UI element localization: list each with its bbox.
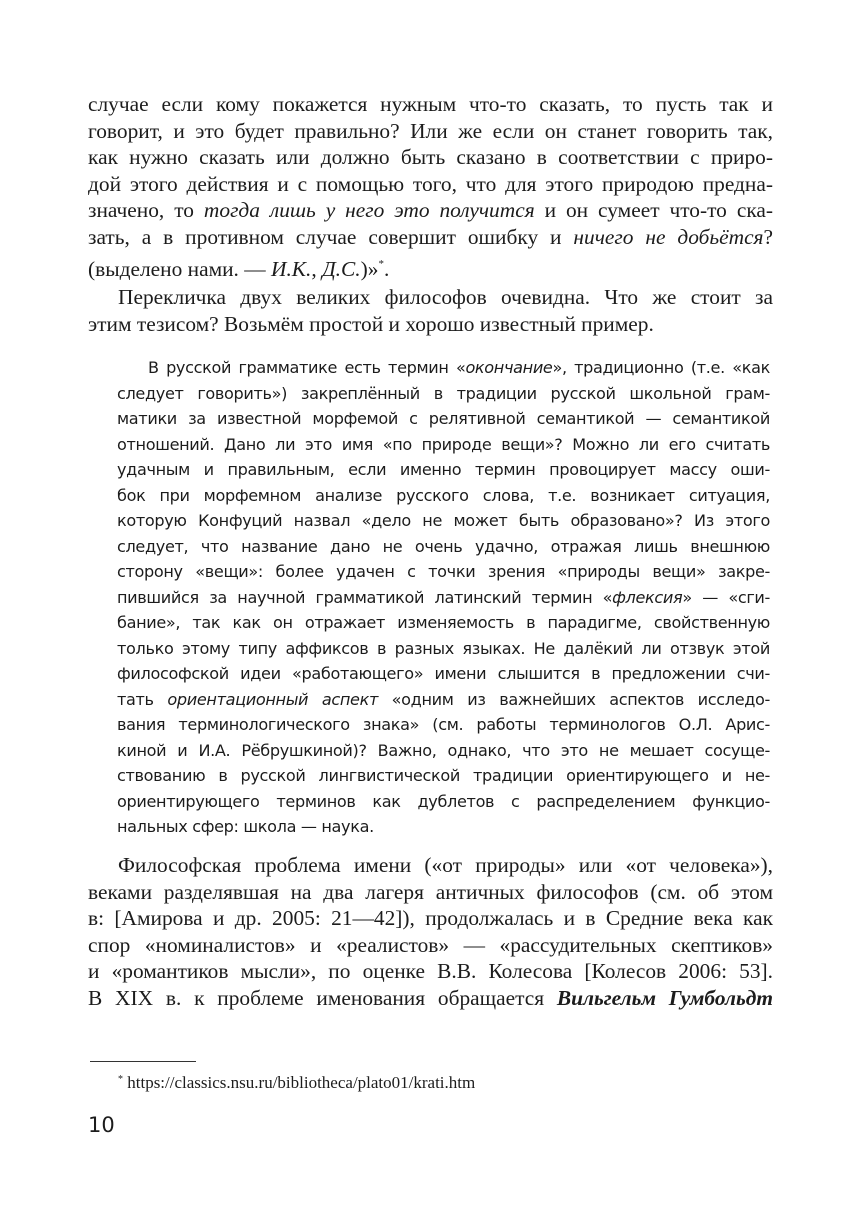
text-line (88, 879, 773, 906)
text-line (88, 251, 773, 283)
text-line (117, 406, 770, 432)
text: . (383, 256, 390, 281)
text-line (117, 687, 770, 713)
text: отношений. Дано ли это имя «по природе вещи»? Можно ли его считать (117, 434, 770, 454)
text-line (117, 763, 770, 789)
text: нальных сфер: школа — наука. (117, 817, 374, 836)
example-block (117, 355, 770, 840)
text: Философская проблема имени («от природы» или «от человека»), (118, 853, 773, 877)
text: в: [Амирова и др. 2005: 21—42]), продолжалась и в Средние века как (88, 906, 773, 931)
term: флексия (612, 587, 683, 607)
paragraph-quote-ending (88, 91, 773, 282)
text: пившийся за научной грамматикой латинский термин « (117, 587, 613, 607)
paragraph-name-problem (88, 852, 773, 1012)
text: дой этого действия и с помощью того, что для этого природою предна- (88, 171, 773, 196)
text: », традиционно (т.е. «как (552, 358, 770, 377)
footnote (118, 1069, 475, 1094)
text: матики за известной морфемой с релятивной семантикой — семантикой (117, 409, 770, 428)
text-line (117, 661, 770, 687)
text-line: Перекличка двух великих философов очевидна. Что же стоит за (118, 285, 773, 309)
text: значено, то (88, 198, 204, 223)
text-line (88, 852, 773, 879)
text: удачным и правильным, если именно термин провоцирует массу оши- (117, 460, 770, 479)
text-line (117, 789, 770, 815)
text-line (117, 559, 770, 585)
text: и он сумеет что-то ска- (534, 198, 773, 223)
emphasis: ничего не добьётся (573, 224, 764, 249)
text: которую Конфуций назвал «дело не может быть образовано»? Из этого (117, 511, 770, 530)
emphasis: тогда лишь у него это получится (203, 198, 535, 223)
text: случае если кому покажется нужным что-то сказать, то пусть так и (88, 92, 773, 116)
text: ствованию в русской лингвистической традиции ориентирующего и не- (117, 766, 770, 785)
text-line (117, 814, 770, 840)
text: тать (117, 689, 168, 709)
term: ориентационный аспект (167, 689, 378, 709)
text: (выделено нами. — (88, 256, 271, 281)
text: только этому типу аффиксов в разных языках. Не далёкий ли отзвук этой (117, 638, 770, 658)
text-line (88, 91, 773, 118)
text: спор «номиналистов» и «реалистов» — «рассудительных скептиков» (88, 932, 773, 957)
footnote-marker: * (378, 257, 384, 270)
text: В русской грамматике есть термин « (148, 358, 466, 377)
text-line (88, 197, 773, 224)
text-line (88, 224, 773, 251)
text-line (88, 905, 773, 932)
text: киной и И.А. Рёбрушкиной)? Важно, однако, что это не мешает сосуще- (117, 740, 770, 760)
text-line (117, 355, 770, 381)
paragraph-transition (88, 284, 773, 337)
footnote-url[interactable]: https://classics.nsu.ru/bibliotheca/plato01/krati.htm (127, 1073, 476, 1092)
text-line (117, 585, 770, 611)
text-line (88, 118, 773, 145)
text: )» (360, 256, 379, 281)
text-line (117, 712, 770, 738)
text-line (117, 483, 770, 509)
text-line (117, 610, 770, 636)
text: ориентирующего терминов как дублетов с распределением функцио- (117, 791, 770, 811)
text: и «романтиков мысли», по оценке В.В. Колесова [Колесов 2006: 53]. (88, 959, 773, 984)
text: » — «сги- (682, 587, 770, 607)
text-line (117, 381, 770, 407)
text: зать, а в противном случае совершит ошибку и (88, 224, 574, 249)
text-line (88, 985, 773, 1012)
text: бок при морфемном анализе русского слова, т.е. возникает ситуация, (117, 485, 770, 505)
text: сторону «вещи»: более удачен с точки зрения «природы вещи» закре- (117, 562, 770, 581)
text-line (117, 457, 770, 483)
page-number: 10 (88, 1113, 115, 1137)
text-line (117, 738, 770, 764)
text: философской идеи «работающего» имени слышится в предложении счи- (117, 664, 770, 683)
text: ? (763, 224, 774, 249)
text: вания терминологического знака» (см. работы терминологов О.Л. Арис- (117, 715, 770, 734)
text-line (88, 144, 773, 171)
text: как нужно сказать или должно быть сказано в соответствии с приро- (88, 145, 773, 170)
footnote-mark: * (118, 1074, 123, 1085)
text-line: этим тезисом? Возьмём простой и хорошо известный пример. (88, 311, 654, 336)
text: «одним из важнейших аспектов исследо- (377, 689, 770, 709)
text-line (117, 636, 770, 662)
text: говорит, и это будет правильно? Или же если он станет говорить так, (88, 118, 773, 143)
text: следует говорить») закреплённый в традиции русской школьной грам- (117, 383, 770, 403)
text-line (117, 534, 770, 560)
text-line (117, 508, 770, 534)
text: веками разделявшая на два лагеря античных философов (см. об этом (88, 879, 773, 904)
text: бание», так как он отражает изменяемость в парадигме, свойственную (117, 613, 770, 632)
person-name: Вильгельм Гумбольдт (556, 985, 773, 1010)
text-line (88, 171, 773, 198)
text: следует, что название дано не очень удачно, отражая лишь внешнюю (117, 536, 770, 556)
term: окончание (465, 358, 553, 377)
footnote-rule (90, 1061, 196, 1062)
author-initials: Д.С. (322, 256, 361, 281)
text-line (88, 958, 773, 985)
text: В XIX в. к проблеме именования обращается (88, 985, 557, 1010)
author-initials: И.К. (271, 256, 312, 281)
text: , (311, 256, 323, 281)
text-line (117, 432, 770, 458)
text-line (88, 932, 773, 959)
